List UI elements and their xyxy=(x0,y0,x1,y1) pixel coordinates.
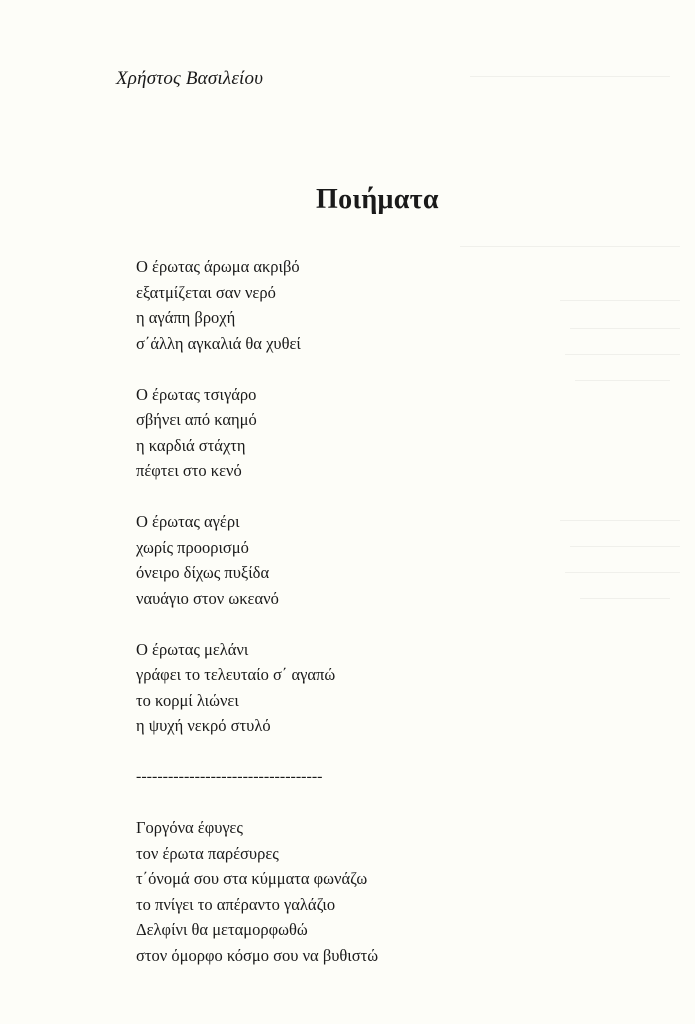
poem-line: η καρδιά στάχτη xyxy=(136,435,246,455)
stanza-final xyxy=(136,815,556,968)
poem-line: τ΄όνομά σου στα κύμματα φωνάζω xyxy=(136,869,368,888)
poem-line: στον όμορφο κόσμο σου να βυθιστώ xyxy=(136,945,379,965)
bleed-through-mark xyxy=(470,76,670,77)
bleed-through-mark xyxy=(460,246,680,247)
poem-line: σβήνει από καημό xyxy=(136,410,257,429)
poem-line: τον έρωτα παρέσυρες xyxy=(136,843,279,863)
poem-line: η αγάπη βροχή xyxy=(136,308,236,327)
author-name: Χρήστος Βασιλείου xyxy=(116,68,264,89)
bleed-through-mark xyxy=(580,598,670,599)
poem-line: Ο έρωτας μελάνι xyxy=(136,639,249,659)
stanza-1 xyxy=(136,254,556,356)
poem-line: η ψυχή νεκρό στυλό xyxy=(136,716,271,735)
poem-line: εξατμίζεται σαν νερό xyxy=(136,282,276,302)
stanza-2 xyxy=(136,382,556,484)
bleed-through-mark xyxy=(560,300,680,301)
bleed-through-mark xyxy=(575,380,670,381)
poem-line: Γοργόνα έφυγες xyxy=(136,818,243,837)
poem-line: το κορμί λιώνει xyxy=(136,690,239,710)
poem-line: σ΄άλλη αγκαλιά θα χυθεί xyxy=(136,333,301,353)
poem-line: Δελφίνι θα μεταμορφωθώ xyxy=(136,920,308,939)
poem-line: Ο έρωτας τσιγάρο xyxy=(136,384,257,404)
bleed-through-mark xyxy=(570,328,680,329)
bleed-through-mark xyxy=(565,354,680,355)
poem-line: Ο έρωτας αγέρι xyxy=(136,512,240,531)
poem-line: ναυάγιο στον ωκεανό xyxy=(136,588,279,608)
poem-line: όνειρο δίχως πυξίδα xyxy=(136,563,270,582)
stanza-4 xyxy=(136,637,556,739)
stanza-3 xyxy=(136,509,556,611)
poem-line: Ο έρωτας άρωμα ακριβό xyxy=(136,257,300,276)
page-title: Ποιήματα xyxy=(316,184,439,215)
poem-line: χωρίς προορισμό xyxy=(136,537,249,557)
poem-line: πέφτει στο κενό xyxy=(136,461,242,480)
bleed-through-mark xyxy=(560,520,680,521)
section-separator: ----------------------------------- xyxy=(136,768,323,785)
poem-line: το πνίγει το απέραντο γαλάζιο xyxy=(136,894,336,914)
bleed-through-mark xyxy=(565,572,680,573)
bleed-through-mark xyxy=(570,546,680,547)
poem-line: γράφει το τελευταίο σ΄ αγαπώ xyxy=(136,665,336,684)
poem-body xyxy=(136,254,556,994)
